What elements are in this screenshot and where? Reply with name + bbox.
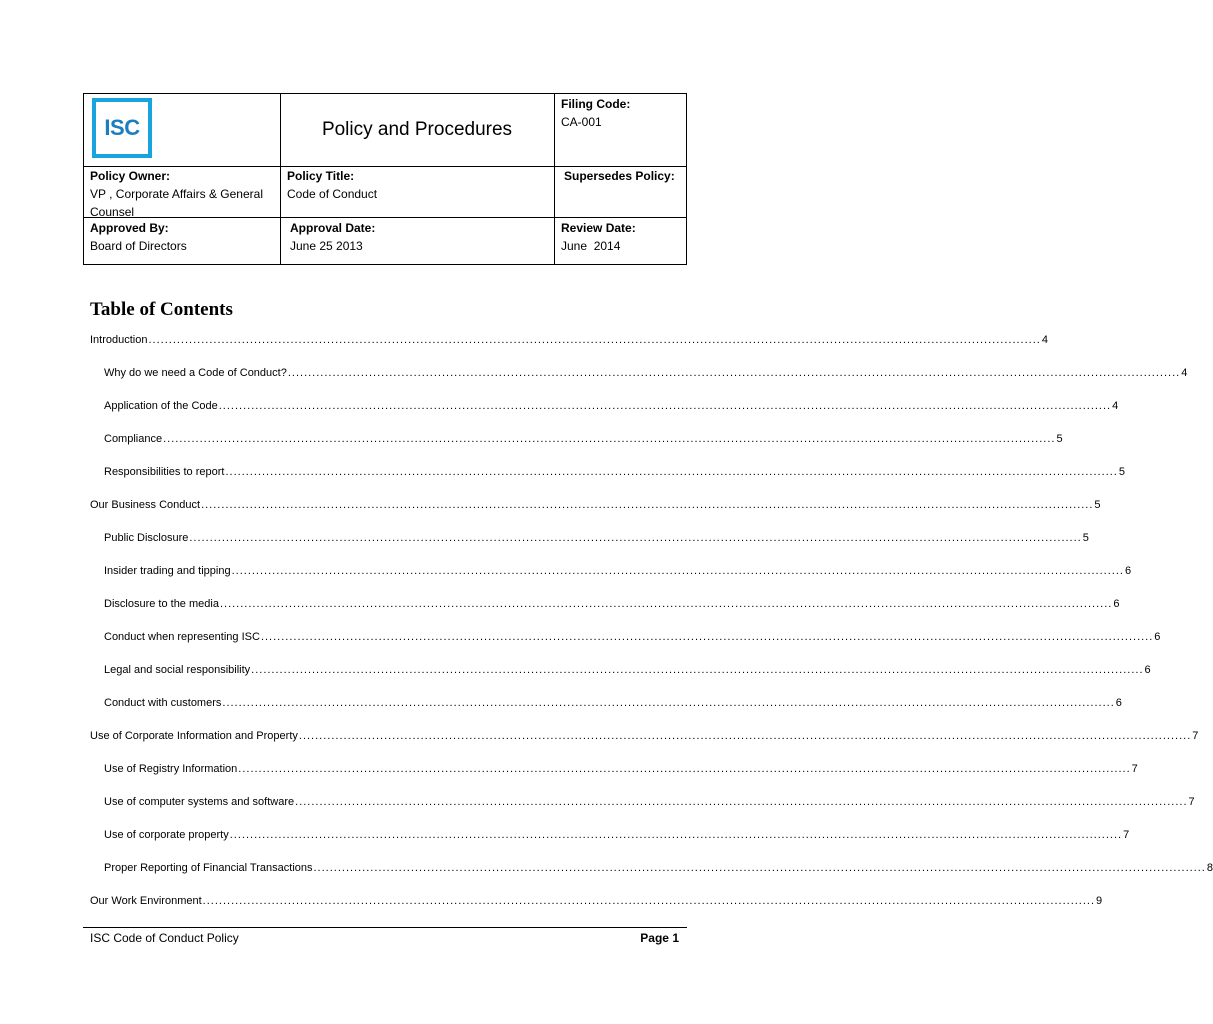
approval-date-label: Approval Date: — [290, 221, 376, 235]
toc-entry-page: 9 — [1096, 895, 1103, 907]
toc-subentry[interactable] — [104, 529, 1089, 545]
toc-entry-page: 4 — [1181, 367, 1188, 379]
toc-entry-page: 6 — [1113, 598, 1120, 610]
toc-subentry[interactable] — [104, 859, 1213, 875]
toc-entry-page: 5 — [1056, 433, 1063, 445]
toc-entry-page: 7 — [1188, 796, 1195, 808]
table-divider — [554, 94, 555, 264]
approval-date-cell — [290, 219, 552, 255]
supersedes-label: Supersedes Policy: — [564, 169, 675, 183]
toc-entry-title: Use of computer systems and software — [104, 796, 295, 808]
toc-leader-dots: ............................................................................................................................................................................................................................ — [189, 532, 1082, 544]
toc-entry[interactable] — [90, 496, 1101, 512]
toc-entry-page: 4 — [1041, 334, 1048, 346]
supersedes-cell — [564, 167, 686, 185]
toc-leader-dots: ............................................................................................................................................................................................................................ — [238, 763, 1131, 775]
approved-by-cell — [90, 219, 278, 255]
toc-entry[interactable] — [90, 727, 1199, 743]
policy-owner-label: Policy Owner: — [90, 169, 171, 183]
toc-leader-dots: ............................................................................................................................................................................................................................ — [295, 796, 1188, 808]
toc-entry-title: Use of Corporate Information and Property — [90, 730, 298, 742]
toc-entry-title: Proper Reporting of Financial Transactions — [104, 862, 313, 874]
toc-entry-title: Use of Registry Information — [104, 763, 238, 775]
toc-subentry[interactable] — [104, 760, 1138, 776]
document-type-title: Policy and Procedures — [321, 119, 513, 140]
toc-leader-dots: ............................................................................................................................................................................................................................ — [218, 400, 1112, 412]
toc-entry-page: 4 — [1112, 400, 1119, 412]
toc-entry-title: Conduct with customers — [104, 697, 222, 709]
review-date-cell — [561, 219, 687, 255]
toc-leader-dots: ............................................................................................................................................................................................................................ — [202, 895, 1096, 907]
toc-entry[interactable] — [90, 331, 1048, 347]
toc-leader-dots: ............................................................................................................................................................................................................................ — [287, 367, 1181, 379]
policy-title-cell — [287, 167, 551, 203]
toc-entry-title: Use of corporate property — [104, 829, 229, 841]
toc-leader-dots: ............................................................................................................................................................................................................................ — [225, 466, 1118, 478]
toc-subentry[interactable] — [104, 661, 1151, 677]
filing-code-value: CA-001 — [561, 115, 602, 129]
policy-title-label: Policy Title: — [287, 169, 355, 183]
toc-subentry[interactable] — [104, 793, 1195, 809]
toc-subentry[interactable] — [104, 595, 1120, 611]
toc-entry-page: 7 — [1131, 763, 1138, 775]
approved-by-value: Board of Directors — [90, 239, 187, 253]
toc-leader-dots: ............................................................................................................................................................................................................................ — [219, 598, 1113, 610]
toc-entry-title: Introduction — [90, 334, 148, 346]
footer-page-number: Page 1 — [640, 931, 679, 945]
toc-leader-dots: ............................................................................................................................................................................................................................ — [222, 697, 1115, 709]
toc-entry-page: 6 — [1124, 565, 1132, 577]
toc-subentry[interactable] — [104, 364, 1188, 380]
footer-rule — [83, 927, 687, 928]
toc-entry-page: 7 — [1192, 730, 1199, 742]
toc-subentry[interactable] — [104, 628, 1161, 644]
toc-subentry[interactable] — [104, 826, 1130, 842]
review-date-label: Review Date: — [561, 221, 636, 235]
toc-entry-page: 6 — [1154, 631, 1161, 643]
logo-text: ISC — [104, 115, 140, 140]
toc-leader-dots: ............................................................................................................................................................................................................................ — [148, 334, 1041, 346]
approval-date-value: June 25 2013 — [290, 239, 363, 253]
filing-code-cell — [561, 95, 687, 131]
toc-leader-dots: ............................................................................................................................................................................................................................ — [251, 664, 1144, 676]
isc-logo — [92, 98, 152, 158]
toc-leader-dots: ............................................................................................................................................................................................................................ — [229, 829, 1123, 841]
toc-subentry[interactable] — [104, 463, 1125, 479]
toc-heading: Table of Contents — [90, 299, 233, 320]
toc-entry-title: Our Work Environment — [90, 895, 202, 907]
toc-entry-page: 5 — [1118, 466, 1125, 478]
toc-subentry[interactable] — [104, 694, 1122, 710]
toc-entry-title: Application of the Code — [104, 400, 218, 412]
toc-leader-dots: ............................................................................................................................................................................................................................ — [313, 862, 1206, 874]
toc-entry-title: Our Business Conduct — [90, 499, 201, 511]
toc-entry-title: Legal and social responsibility — [104, 664, 251, 676]
toc-leader-dots: ............................................................................................................................................................................................................................ — [260, 631, 1154, 643]
toc-entry-title: Conduct when representing ISC — [104, 631, 260, 643]
toc-entry-title: Disclosure to the media — [104, 598, 219, 610]
policy-owner-value: VP , Corporate Affairs & General Counsel — [90, 187, 263, 219]
toc-subentry[interactable] — [104, 397, 1119, 413]
logo-cell — [84, 94, 280, 166]
toc-entry-title: Compliance — [104, 433, 163, 445]
toc-leader-dots: ............................................................................................................................................................................................................................ — [298, 730, 1192, 742]
toc-subentry[interactable] — [104, 562, 1132, 578]
toc-entry-title: Responsibilities to report — [104, 466, 225, 478]
document-type-cell — [280, 94, 554, 166]
review-date-value: June 2014 — [561, 239, 621, 253]
toc-leader-dots: ............................................................................................................................................................................................................................ — [163, 433, 1056, 445]
policy-title-value: Code of Conduct — [287, 187, 378, 201]
policy-header-table — [83, 93, 687, 265]
toc-entry-page: 7 — [1123, 829, 1130, 841]
filing-code-label: Filing Code: — [561, 97, 631, 111]
toc-leader-dots: ............................................................................................................................................................................................................................ — [231, 565, 1124, 577]
approved-by-label: Approved By: — [90, 221, 169, 235]
toc-entry-title: Insider trading and tipping — [104, 565, 231, 577]
toc-entry-title: Why do we need a Code of Conduct? — [104, 367, 287, 379]
toc-entry-page: 5 — [1082, 532, 1089, 544]
toc-entry[interactable] — [90, 892, 1103, 908]
toc-entry-page: 6 — [1115, 697, 1122, 709]
footer-document-name: ISC Code of Conduct Policy — [90, 931, 239, 945]
toc-leader-dots: ............................................................................................................................................................................................................................ — [201, 499, 1094, 511]
policy-owner-cell — [90, 167, 278, 221]
toc-entry-title: Public Disclosure — [104, 532, 189, 544]
toc-entry-page: 8 — [1206, 862, 1213, 874]
toc-subentry[interactable] — [104, 430, 1063, 446]
toc-entry-page: 5 — [1094, 499, 1101, 511]
toc-entry-page: 6 — [1144, 664, 1151, 676]
